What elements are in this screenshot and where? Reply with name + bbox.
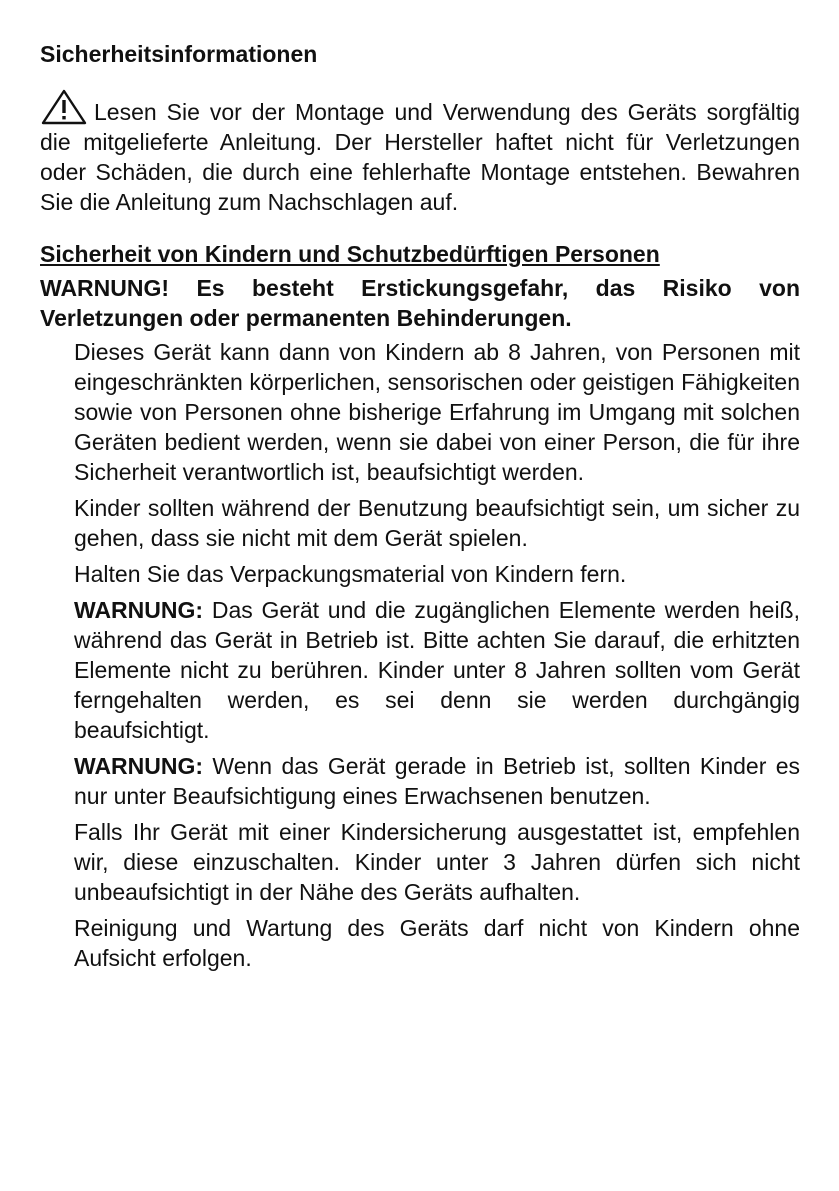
list-item — [74, 913, 800, 973]
item-text: Dieses Gerät kann dann von Kindern ab 8 Jahren, von Personen mit eingeschränkten körperlichen, sensorischen oder geistigen Fähigkeiten sowie von Personen ohne bisherige Erfahrung im Umgang mit solchen Geräten bedient werden, wenn sie dabei von einer Person, die für ihre Sicherheit verantwortlich ist, beaufsichtigt werden. — [74, 339, 800, 485]
section-title: Sicherheit von Kindern und Schutzbedürftigen Personen — [40, 241, 660, 267]
warning-triangle-icon — [40, 88, 88, 126]
item-text: Reinigung und Wartung des Geräts darf nicht von Kindern ohne Aufsicht erfolgen. — [74, 915, 800, 971]
list-item — [74, 595, 800, 745]
intro-paragraph — [40, 88, 800, 217]
section-warning: WARNUNG! Es besteht Erstickungsgefahr, das Risiko von Verletzungen oder permanenten Behinderungen. — [40, 275, 800, 331]
item-text: Falls Ihr Gerät mit einer Kindersicherung ausgestattet ist, empfehlen wir, diese einzuschalten. Kinder unter 3 Jahren dürfen sich nicht unbeaufsichtigt in der Nähe des Geräts aufhalten. — [74, 819, 800, 905]
list-item — [74, 751, 800, 811]
document-page — [40, 38, 800, 979]
item-text: Halten Sie das Verpackungsmaterial von Kindern fern. — [74, 561, 627, 587]
intro-text: Lesen Sie vor der Montage und Verwendung des Geräts sorgfältig die mitgelieferte Anleitung. Der Hersteller haftet nicht für Verletzungen oder Schäden, die durch eine fehlerhafte Montage entstehen. Bewahren Sie die Anleitung zum Nachschlagen auf. — [40, 99, 800, 215]
list-item — [74, 337, 800, 487]
item-text: Wenn das Gerät gerade in Betrieb ist, sollten Kinder es nur unter Beaufsichtigung eines Erwachsenen benutzen. — [74, 753, 801, 809]
item-text: Kinder sollten während der Benutzung beaufsichtigt sein, um sicher zu gehen, dass sie nicht mit dem Gerät spielen. — [74, 495, 800, 551]
item-text: Das Gerät und die zugänglichen Elemente werden heiß, während das Gerät in Betrieb ist. Bitte achten Sie darauf, die erhitzten Elemente nicht zu berühren. Kinder unter 8 Jahren sollten vom Gerät ferngehalten werden, es sei denn sie werden durchgängig beaufsichtigt. — [74, 597, 801, 743]
list-item — [74, 559, 800, 589]
list-item — [74, 817, 800, 907]
safety-item-list — [40, 337, 800, 973]
page-title: Sicherheitsinformationen — [40, 41, 318, 67]
list-item — [74, 493, 800, 553]
item-warning-lead: WARNUNG: — [74, 597, 204, 623]
item-warning-lead: WARNUNG: — [74, 753, 204, 779]
